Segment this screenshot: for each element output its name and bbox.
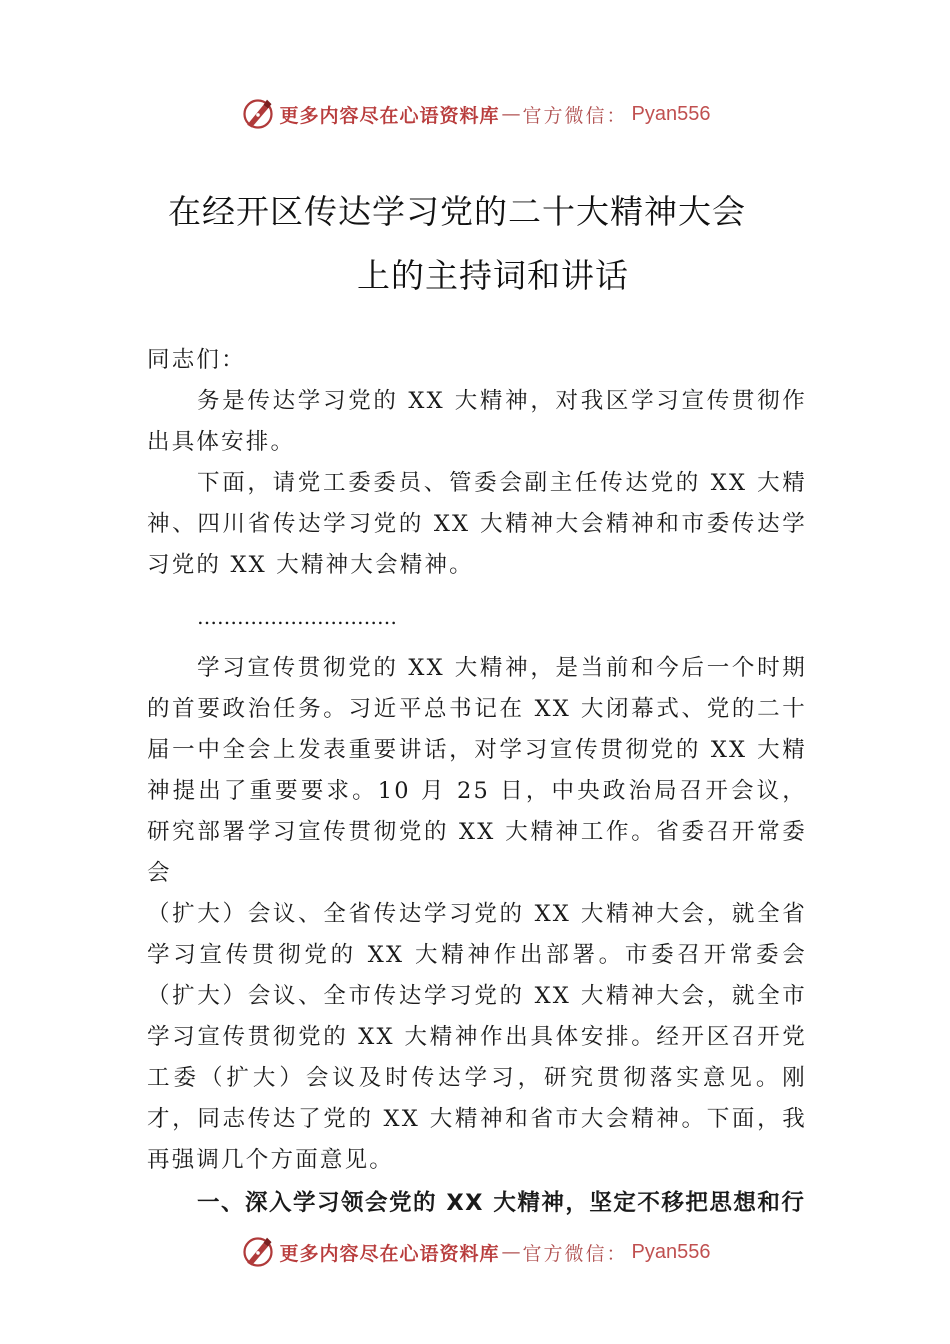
watermark-account: Pyan556 bbox=[631, 1240, 711, 1263]
watermark-account: Pyan556 bbox=[631, 102, 711, 125]
watermark-wechat-label: 官方微信： bbox=[522, 104, 628, 127]
document-body bbox=[147, 340, 807, 1224]
watermark-brand: 更多内容尽在心语资料库 bbox=[279, 1242, 500, 1265]
footer-watermark bbox=[0, 1232, 950, 1272]
watermark-wechat-label: 官方微信： bbox=[522, 1242, 628, 1265]
document-title-line2: 上的主持词和讲话 bbox=[357, 256, 629, 295]
paragraph: 务是传达学习党的 XX 大精神，对我区学习宣传贯彻作出具体安排。 bbox=[147, 388, 807, 455]
watermark-brand: 更多内容尽在心语资料库 bbox=[279, 104, 500, 127]
watermark-dash: — bbox=[501, 103, 521, 125]
document-title-line1: 在经开区传达学习党的二十大精神大会 bbox=[168, 192, 746, 231]
salutation: 同志们： bbox=[147, 347, 246, 373]
ellipsis-separator: ………………………… bbox=[197, 605, 397, 629]
header-watermark bbox=[0, 94, 950, 134]
section-heading: 一、深入学习领会党的 XX 大精神，坚定不移把思想和行 bbox=[197, 1190, 806, 1216]
paragraph: 学习宣传贯彻党的 XX 大精神，是当前和今后一个时期的首要政治任务。习近平总书记在 XX 大闭幕式、党的二十届一中全会上发表重要讲话，对学习宣传贯彻党的 XX 大精神提出了重要要求。10 月 25 日，中央政治局召开会议，研究部署学习宣传贯彻党的 XX 大精神工作。省委召开常委会 bbox=[147, 655, 807, 886]
paragraph: 下面，请党工委委员、管委会副主任传达党的 XX 大精神、四川省传达学习党的 XX 大精神大会精神和市委传达学习党的 XX 大精神大会精神。 bbox=[147, 470, 807, 578]
watermark-dash: — bbox=[501, 1241, 521, 1263]
pen-nib-logo-icon bbox=[240, 1234, 276, 1270]
pen-nib-logo-icon bbox=[240, 96, 276, 132]
paragraph: （扩大）会议、全省传达学习党的 XX 大精神大会，就全省学习宣传贯彻党的 XX 大精神作出部署。市委召开常委会（扩大）会议、全市传达学习党的 XX 大精神大会，就全市学习宣传贯彻党的 XX 大精神作出具体安排。经开区召开党工委（扩大）会议及时传达学习，研究贯彻落实意见。刚才，同志传达了党的 XX 大精神和省市大会精神。下面，我再强调几个方面意见。 bbox=[147, 901, 807, 1173]
